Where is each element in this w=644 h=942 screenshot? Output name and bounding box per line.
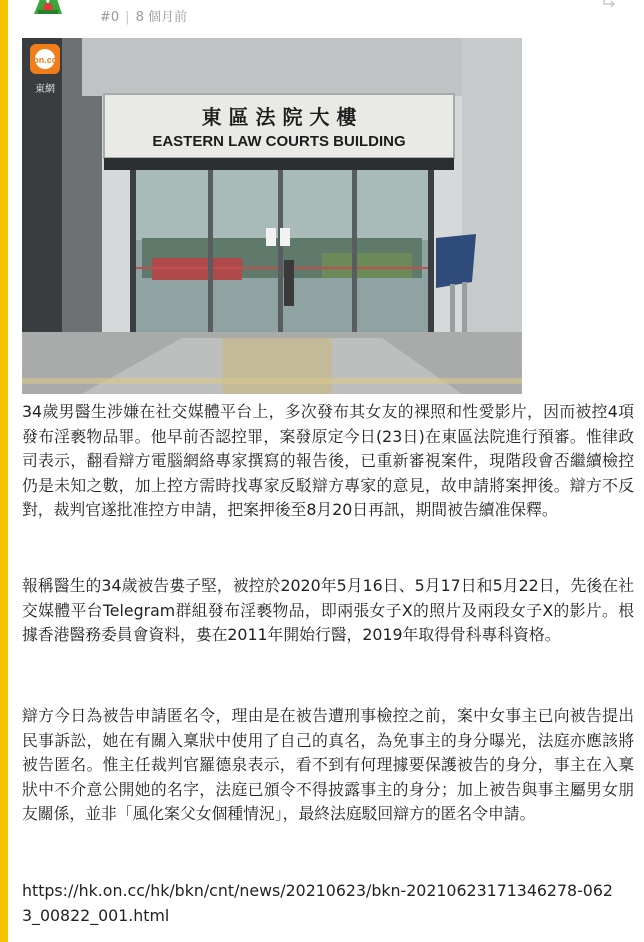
sign-chinese-text: 東 區 法 院 大 樓 — [201, 105, 357, 129]
post-meta — [100, 6, 187, 25]
article-photo[interactable] — [22, 38, 522, 394]
post-time: 8 個月前 — [135, 10, 187, 25]
sign-english-text: EASTERN LAW COURTS BUILDING — [152, 133, 406, 150]
article-paragraph-2: 報稱醫生的34歲被告婁子堅，被控於2020年5月16日、5月17日和5月22日，先後在社交媒體平台Telegram群組發布淫褻物品，即兩張女子X的照片及兩段女子X的影片。根據香港醫務委員會資料，婁在2011年開始行醫，2019年取得骨科專科資格。 — [22, 576, 634, 644]
reply-arrow-icon[interactable] — [600, 0, 618, 12]
article-paragraph-1: 34歲男醫生涉嫌在社交媒體平台上，多次發布其女友的裸照和性愛影片，因而被控4項發布淫褻物品罪。他早前否認控罪，案發原定今日(23日)在東區法院進行預審。惟律政司表示，翻看辯方電腦網絡專家撰寫的報告後，已重新審視案件，現階段會否繼續檢控仍是未知之數，加上控方需時找專家反駁辯方專家的意見，故申請將案押後。辯方不反對，裁判官遂批准控方申請，把案押後至8月20日再訊，期間被告續准保釋。 — [22, 402, 634, 519]
logo-text: on.cc — [33, 55, 57, 65]
post-number: #0 — [100, 10, 120, 25]
post-accent-bar — [0, 0, 8, 942]
post-header — [24, 0, 624, 30]
meta-separator: | — [125, 10, 130, 25]
article-paragraph-3: 辯方今日為被告申請匿名令，理由是在被告遭刑事檢控之前，案中女事主已向被告提出民事訴訟，她在有關入稟狀中使用了自己的真名，為免事主的身分曝光，法庭亦應該將被告匿名。惟主任裁判官羅德泉表示，看不到有何理據要保護被告的身分，事主在入稟狀中不介意公開她的名字，法庭已頒令不得披露事主的身分；加上被告與事主屬男女朋友關係，並非「風化案父女個種情況」，最終法庭駁回辯方的匿名令申請。 — [22, 706, 634, 823]
logo-caption: 東網 — [35, 84, 55, 95]
source-link[interactable]: https://hk.on.cc/hk/bkn/cnt/news/20210623/bkn-20210623171346278-0623_00822_001.html — [22, 881, 613, 925]
user-avatar-icon[interactable] — [30, 0, 66, 18]
